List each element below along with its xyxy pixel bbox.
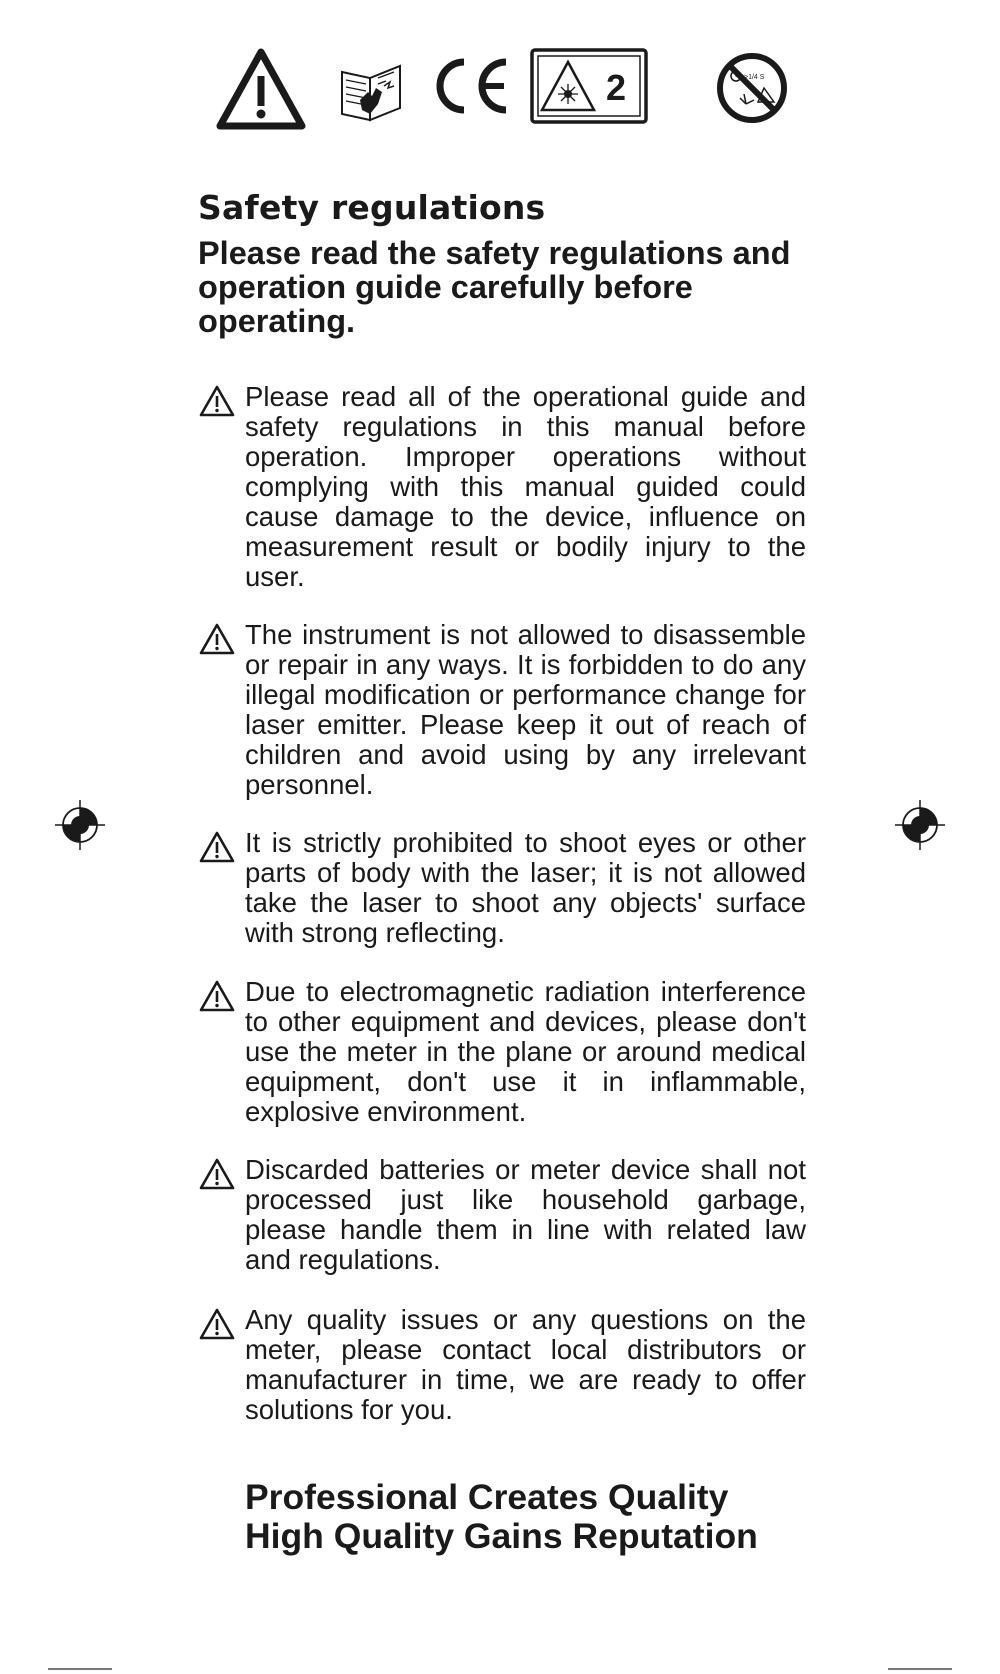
motto-line: High Quality Gains Reputation — [245, 1516, 758, 1556]
laser-class-2-icon — [530, 48, 648, 124]
safety-paragraph-text: Please read all of the operational guide and safety regulations in this manual before operation. Improper operations without complying with this manual guided could cause damage to the device, influence on measurement result or bodily injury to the user. — [245, 381, 806, 592]
no-stare-label: >1/4 S — [744, 74, 765, 81]
crop-mark — [888, 1668, 952, 1670]
safety-paragraph-text: Any quality issues or any questions on the meter, please contact local distributors or manufacturer in time, we are ready to offer solutions for you. — [245, 1304, 806, 1425]
crop-mark — [48, 1668, 112, 1670]
registration-mark-icon — [55, 800, 105, 850]
ce-mark-icon — [428, 54, 512, 118]
safety-paragraph — [198, 828, 806, 948]
safety-paragraph — [198, 620, 806, 800]
warning-icon — [214, 46, 308, 134]
safety-paragraph — [198, 977, 806, 1127]
warning-icon — [198, 384, 236, 418]
warning-icon — [198, 830, 236, 864]
safety-icon-row — [210, 46, 790, 136]
no-stare-into-beam-icon — [714, 50, 790, 126]
manual-icon — [338, 56, 408, 126]
warning-icon — [198, 622, 236, 656]
safety-paragraph-text: It is strictly prohibited to shoot eyes or other parts of body with the laser; it is not allowed take the laser to shoot any objects' surface with strong reflecting. — [245, 827, 806, 948]
registration-mark-icon — [895, 800, 945, 850]
warning-icon — [198, 979, 236, 1013]
safety-paragraph — [198, 1155, 806, 1275]
motto-line: Professional Creates Quality — [245, 1477, 729, 1517]
motto — [245, 1478, 758, 1556]
safety-paragraph — [198, 1305, 806, 1425]
laser-class-number: 2 — [605, 67, 627, 108]
warning-icon — [198, 1157, 236, 1191]
safety-paragraph — [198, 382, 806, 592]
warning-icon — [198, 1307, 236, 1341]
page-title: Safety regulations — [198, 188, 546, 227]
page-subtitle: Please read the safety regulations and operation guide carefully before operating. — [198, 235, 791, 339]
safety-paragraph-text: Discarded batteries or meter device shall not processed just like household garbage, please handle them in line with related law and regulations. — [245, 1154, 806, 1275]
safety-paragraph-text: Due to electromagnetic radiation interference to other equipment and devices, please don't use the meter in the plane or around medical equipment, don't use it in inflammable, explosive environment. — [245, 976, 806, 1127]
safety-paragraph-text: The instrument is not allowed to disassemble or repair in any ways. It is forbidden to do any illegal modification or performance change for laser emitter. Please keep it out of reach of children and avoid using by any irrelevant personnel. — [245, 619, 806, 800]
